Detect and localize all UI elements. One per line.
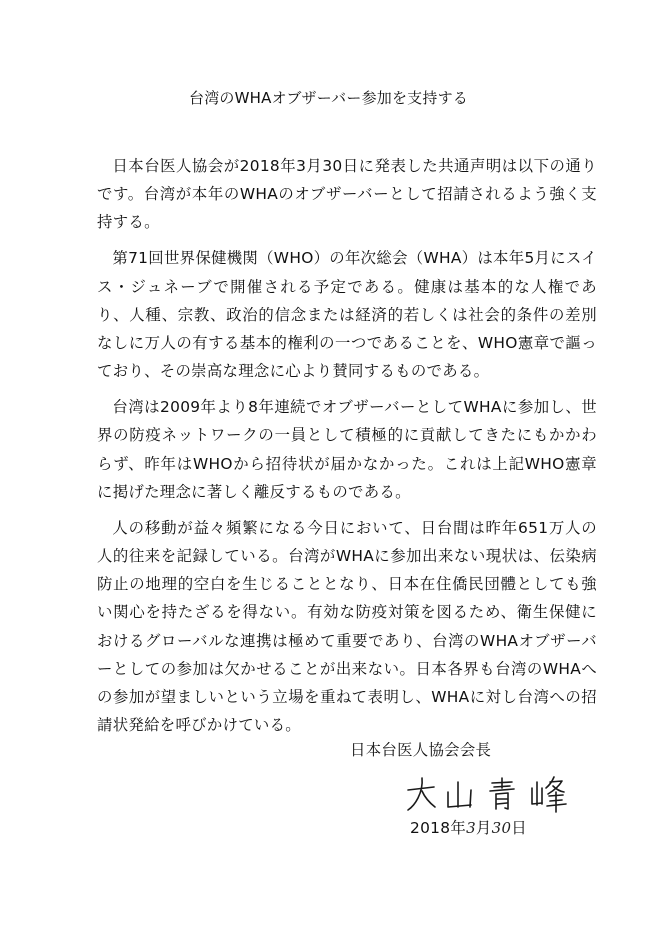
handwritten-signature xyxy=(404,774,574,814)
date-day-handwritten: 30 xyxy=(491,819,512,837)
paragraph-observer-history: 台湾は2009年より8年連続でオブザーバーとしてWHAに参加し、世界の防疫ネットワークの一員として積極的に貢献してきたにもかかわらず、昨年はWHOから招待状が届かなかった。これは上記WHO憲章に掲げた理念に著しく離反するものである。 xyxy=(97,398,597,501)
document-title: 台湾のWHAオブザーバー参加を支持する xyxy=(189,89,468,107)
date-month-handwritten: 3 xyxy=(466,819,476,837)
document-date xyxy=(410,818,527,838)
paragraph-intro: 日本台医人協会が2018年3月30日に発表した共通声明は以下の通りです。台湾が本年のWHAのオブザーバーとして招請されるよう強く支持する。 xyxy=(97,157,597,232)
paragraph-wha-assembly: 第71回世界保健機関（WHO）の年次総会（WHA）は本年5月にスイス・ジュネーブで開催される予定である。健康は基本的な人権であり、人種、宗教、政治的信念または経済的若しくは社会的条件の差別なしに万人の有する基本的権利の一つであることを、WHO憲章で謳っており、その崇高な理念に心より賛同するものである。 xyxy=(97,249,597,381)
date-year: 2018年 xyxy=(410,819,467,837)
document-body xyxy=(97,152,597,747)
signatory-title: 日本台医人協会会長 xyxy=(350,741,492,759)
paragraph-exchange-appeal: 人の移動が益々頻繁になる今日において、日台間は昨年651万人の人的往来を記録している。台湾がWHAに参加出来ない現状は、伝染病防止の地理的空白を生じることとなり、日本在住僑民団體としても強い関心を持たざるを得ない。有効な防疫対策を図るため、衛生保健におけるグローバルな連携は極めて重要であり、台湾のWHAオブザーバーとしての参加は欠かせることが出来ない。日本各界も台湾のWHAへの参加が望ましいという立場を重ねて表明し、WHAに対し台湾への招請状発給を呼びかけている。 xyxy=(97,518,597,735)
date-day-suffix: 日 xyxy=(511,819,527,837)
signature-image xyxy=(404,774,574,814)
date-month-suffix: 月 xyxy=(475,819,492,837)
